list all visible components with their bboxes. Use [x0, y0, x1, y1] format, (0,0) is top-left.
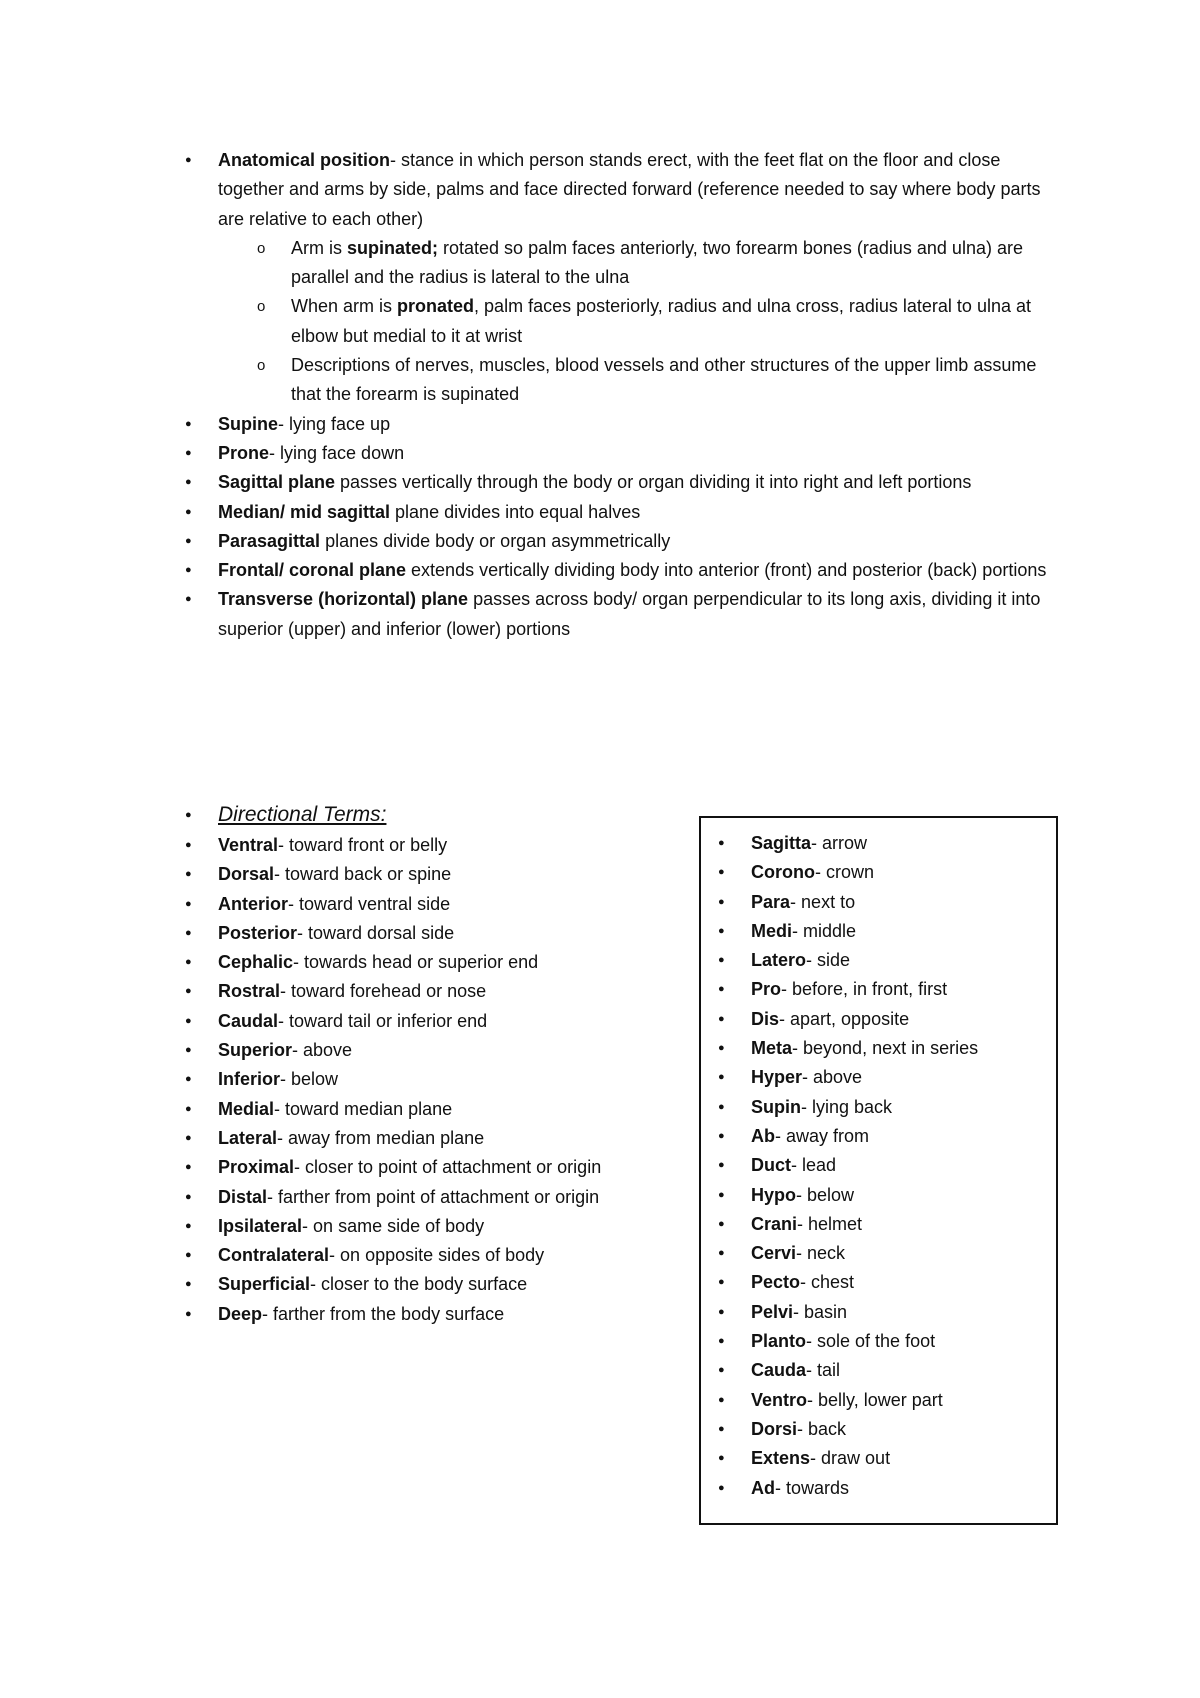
term: Inferior [218, 1069, 281, 1090]
list-item [218, 948, 678, 977]
directional-terms-section [218, 799, 678, 1329]
term: Frontal/ coronal plane [218, 560, 407, 581]
list-item [751, 946, 978, 975]
definition: - sole of the foot [806, 1331, 936, 1352]
term: Latero [751, 950, 807, 971]
definition: planes divide body or organ asymmetrically [320, 530, 671, 551]
term: Cauda [751, 1360, 807, 1381]
definition: - towards head or superior end [293, 952, 539, 973]
term: Extens [751, 1448, 811, 1469]
term: Corono [751, 862, 815, 883]
definition: - above [292, 1040, 353, 1061]
term: Prone [218, 442, 270, 463]
list-item [751, 1298, 978, 1327]
list-item [751, 888, 978, 917]
list-item [218, 1095, 678, 1124]
list-item [751, 1474, 978, 1503]
term: Crani [751, 1213, 798, 1234]
list-item [218, 890, 678, 919]
list-item [218, 410, 1068, 439]
list-item [751, 1093, 978, 1122]
list-item [751, 1327, 978, 1356]
term: Dis [751, 1008, 780, 1029]
list-item [218, 1270, 678, 1299]
term: Cervi [751, 1243, 797, 1264]
definition: - above [802, 1067, 863, 1088]
definition: - lying face up [278, 413, 391, 434]
list-item [751, 975, 978, 1004]
list-item [751, 1122, 978, 1151]
definition: - arrow [811, 833, 868, 853]
list-item [218, 1183, 678, 1212]
term: Distal [218, 1186, 268, 1207]
definition: - toward forehead or nose [280, 981, 487, 1002]
list-item [751, 1210, 978, 1239]
list-item-anatomical-position [218, 146, 1068, 410]
definition: - lead [791, 1155, 837, 1176]
definition: plane divides into equal halves [390, 501, 641, 522]
sub-text: Arm is [291, 237, 347, 258]
term: Dorsi [751, 1418, 798, 1439]
definition: - before, in front, first [781, 979, 948, 1000]
directional-terms-list [218, 799, 678, 1329]
term: Median/ mid sagittal [218, 501, 391, 522]
definition: - crown [814, 862, 874, 883]
definition: - tail [806, 1360, 841, 1381]
list-item [218, 585, 1068, 644]
anatomical-planes-section [218, 146, 1068, 644]
term: Cephalic [218, 952, 294, 973]
list-item [218, 977, 678, 1006]
definition: - chest [800, 1272, 855, 1293]
term: Ventral [218, 835, 279, 855]
list-item [218, 1241, 678, 1270]
definition: - toward back or spine [274, 864, 452, 885]
definition: - on opposite sides of body [329, 1245, 545, 1266]
definition: - farther from point of attachment or origin [267, 1186, 600, 1207]
list-item [751, 1444, 978, 1473]
list-item [218, 556, 1068, 585]
term: Parasagittal [218, 530, 321, 551]
list-item [218, 831, 678, 860]
term: Duct [751, 1155, 791, 1176]
sub-text: Descriptions of nerves, muscles, blood vessels and other structures of the upper limb assume that the forearm is supinated [291, 355, 1037, 405]
list-item [751, 1239, 978, 1268]
list-item [751, 829, 978, 858]
sub-term: pronated [397, 296, 475, 317]
definition: - beyond, next in series [792, 1038, 979, 1059]
list-item [751, 858, 978, 887]
list-item [751, 917, 978, 946]
definition: - middle [792, 920, 857, 941]
term: Medi [751, 920, 793, 941]
term: Ventro [751, 1389, 808, 1410]
definition: - toward ventral side [288, 893, 451, 914]
definition: - toward tail or inferior end [278, 1010, 488, 1031]
term: Medial [218, 1098, 275, 1119]
list-item [751, 1063, 978, 1092]
sub-item [291, 234, 1068, 293]
definition: - back [797, 1418, 847, 1439]
definition: - below [280, 1069, 339, 1090]
definition: - helmet [797, 1213, 863, 1234]
term: Hypo [751, 1184, 796, 1205]
term: Sagittal plane [218, 472, 336, 493]
list-item [751, 1268, 978, 1297]
definition: - closer to point of attachment or origin [294, 1157, 602, 1178]
term: Deep [218, 1303, 263, 1324]
term: Caudal [218, 1010, 279, 1031]
definition: - lying face down [269, 442, 405, 463]
definition: passes vertically through the body or organ dividing it into right and left portions [335, 472, 972, 493]
definition: - lying back [801, 1096, 893, 1117]
term: Anterior [218, 893, 289, 914]
term: Anatomical position [218, 150, 391, 170]
term: Ipsilateral [218, 1215, 303, 1236]
supination-sublist [291, 234, 1068, 410]
sub-term: supinated; [347, 237, 439, 258]
definition: - toward dorsal side [297, 922, 455, 943]
list-item [218, 498, 1068, 527]
term: Meta [751, 1038, 793, 1059]
term: Ad [751, 1477, 775, 1498]
definition: - towards [775, 1477, 850, 1498]
list-item [218, 860, 678, 889]
sub-item [291, 351, 1068, 410]
planes-list [218, 410, 1068, 644]
definition: - draw out [810, 1448, 891, 1469]
term: Dorsal [218, 864, 275, 885]
definition: - neck [796, 1243, 846, 1264]
term: Lateral [218, 1127, 278, 1148]
definition: - away from median plane [277, 1127, 485, 1148]
anatomy-list [218, 146, 1068, 410]
term: Ab [751, 1125, 775, 1146]
list-item [218, 1007, 678, 1036]
list-item [218, 1212, 678, 1241]
definition: - on same side of body [302, 1215, 485, 1236]
term: Proximal [218, 1157, 295, 1178]
definition: - apart, opposite [779, 1008, 910, 1029]
definition: - stance in which person stands erect, with the feet flat on the floor and close together and arms by side, palms and face directed forward (reference needed to say where body parts are relative to each other) [218, 150, 1041, 229]
sub-text: rotated so palm faces anteriorly, two forearm bones (radius and ulna) are parallel and the radius is lateral to the ulna [291, 237, 1023, 288]
term: Superior [218, 1040, 293, 1061]
prefix-box [699, 816, 1058, 1525]
term: Pecto [751, 1272, 801, 1293]
list-item [218, 527, 1068, 556]
definition: - toward front or belly [278, 835, 448, 855]
list-item [751, 1151, 978, 1180]
directional-terms-heading: ● Directional Terms: [218, 799, 678, 831]
list-item [218, 1300, 678, 1329]
definition: - basin [793, 1301, 848, 1322]
term: Supine [218, 413, 279, 434]
term: Superficial [218, 1274, 311, 1295]
term: Pro [751, 979, 782, 1000]
definition: - away from [775, 1125, 870, 1146]
list-item [218, 468, 1068, 497]
term: Contralateral [218, 1245, 330, 1266]
sub-text: , palm faces posteriorly, radius and ulna cross, radius lateral to ulna at elbow but medial to it at wrist [291, 296, 1031, 346]
term: Posterior [218, 922, 298, 943]
definition: - below [796, 1184, 855, 1205]
term: Hyper [751, 1067, 803, 1088]
list-item [751, 1386, 978, 1415]
term: Planto [751, 1331, 807, 1352]
term: Rostral [218, 981, 281, 1002]
definition: - next to [790, 891, 856, 912]
list-item [218, 1036, 678, 1065]
definition: - closer to the body surface [310, 1274, 528, 1295]
definition: passes across body/ organ perpendicular to its long axis, dividing it into superior (upper) and inferior (lower) portions [218, 589, 1041, 639]
list-item [751, 1034, 978, 1063]
definition: - farther from the body surface [262, 1303, 505, 1324]
definition: - side [806, 950, 851, 971]
definition: - toward median plane [274, 1098, 453, 1119]
term: Sagitta [751, 833, 812, 853]
list-item [218, 919, 678, 948]
definition: - belly, lower part [807, 1389, 943, 1410]
list-item [218, 1124, 678, 1153]
list-item [218, 1065, 678, 1094]
sub-item [291, 292, 1068, 351]
term: Pelvi [751, 1301, 794, 1322]
term: Supin [751, 1096, 801, 1117]
term: Transverse (horizontal) plane [218, 589, 469, 610]
list-item [751, 1181, 978, 1210]
definition: extends vertically dividing body into anterior (front) and posterior (back) portions [406, 560, 1047, 581]
sub-text: When arm is [291, 296, 398, 317]
prefix-list [751, 829, 978, 1503]
list-item [751, 1356, 978, 1385]
term: Para [751, 891, 791, 912]
list-item [218, 1153, 678, 1182]
list-item [751, 1005, 978, 1034]
list-item [218, 439, 1068, 468]
list-item [751, 1415, 978, 1444]
